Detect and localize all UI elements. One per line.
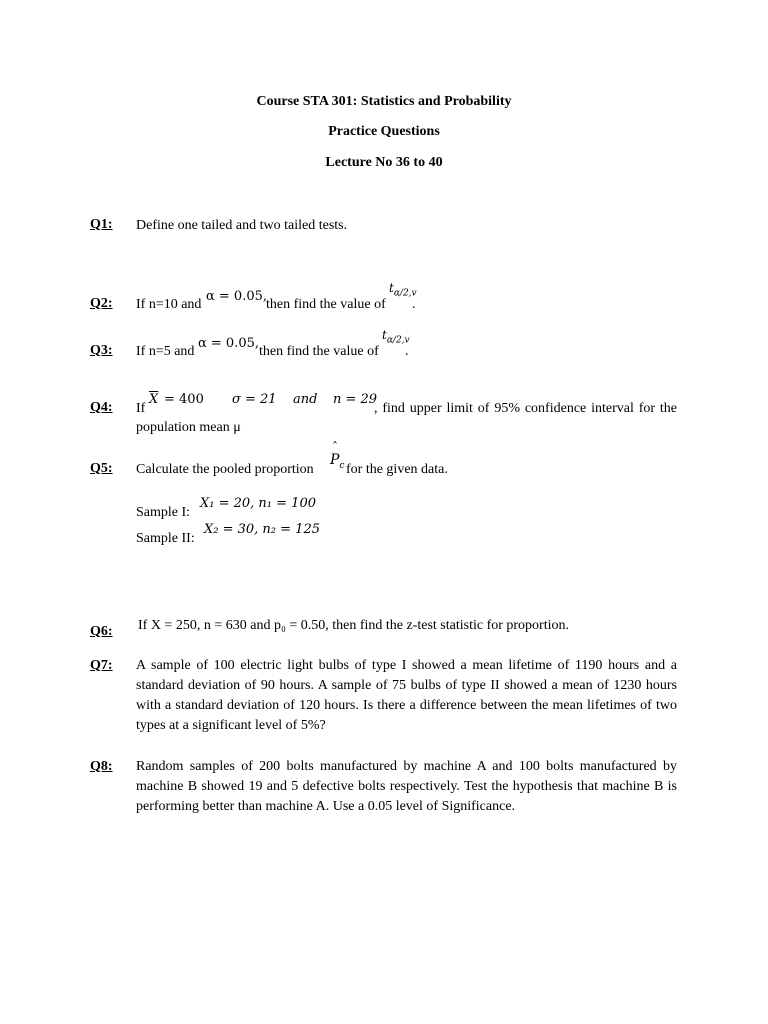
q3-t-statistic: $t_{\alpha/2,v}$ xyxy=(382,328,410,346)
question-text-q6: If X = 250, n = 630 and p₀ = 0.50, then find the z-test statistic for proportion. xyxy=(138,618,569,633)
sample-1-label: Sample I: xyxy=(136,505,191,520)
question-label-q3: Q3: xyxy=(90,343,113,358)
question-text-q5: Calculate the pooled proportion xyxy=(136,462,314,477)
q4-sigma-value: σ = 21 xyxy=(232,392,277,407)
sample-2-values: X₂ = 30, n₂ = 125 xyxy=(204,522,320,537)
lecture-range: Lecture No 36 to 40 xyxy=(325,155,443,170)
q3-alpha-value: α = 0.05, xyxy=(198,336,260,351)
sample-1-values: X₁ = 20, n₁ = 100 xyxy=(200,496,316,511)
q5-pooled-proportion-symbol: ˆ $P_c$ xyxy=(330,440,345,471)
question-label-q6: Q6: xyxy=(90,624,113,639)
question-text-q4-prefix: If xyxy=(136,401,146,416)
question-label-q5: Q5: xyxy=(90,461,113,476)
course-title: Course STA 301: Statistics and Probability xyxy=(256,94,512,109)
question-text-q1: Define one tailed and two tailed tests. xyxy=(136,218,348,233)
question-label-q8: Q8: xyxy=(90,759,113,774)
question-text-q3-prefix: If n=5 and xyxy=(136,344,195,359)
question-text-q3-suffix: then find the value of xyxy=(259,344,379,359)
sample-2-label: Sample II: xyxy=(136,531,195,546)
question-label-q2: Q2: xyxy=(90,296,113,311)
q4-and: and xyxy=(293,392,318,407)
question-label-q1: Q1: xyxy=(90,217,113,232)
document-subtitle: Practice Questions xyxy=(328,124,440,139)
q2-end: . xyxy=(412,297,416,312)
question-text-q7: A sample of 100 electric light bulbs of type I showed a mean lifetime of 1190 hours and a standard deviation of 90 hours. A sample of 75 bulbs of type II showed a mean of 1230 hours with a standard deviation of 120 hours. Is there a difference between the mean lifetimes of two types at a significant level of 5%? xyxy=(136,658,677,733)
q2-t-statistic: $t_{\alpha/2,v}$ xyxy=(389,281,417,299)
question-text-q4-line2: population mean μ xyxy=(136,420,241,435)
question-text-q4-suffix: , find upper limit of 95% confidence interval for the xyxy=(374,401,677,416)
question-label-q7: Q7: xyxy=(90,658,113,673)
question-text-q5-end: for the given data. xyxy=(346,462,448,477)
q2-alpha-value: α = 0.05, xyxy=(206,289,268,304)
q4-n-value: n = 29 xyxy=(333,392,378,407)
question-text-q2-prefix: If n=10 and xyxy=(136,297,202,312)
q4-sample-mean-value: = 400 xyxy=(164,392,204,407)
question-text-q2-suffix: then find the value of xyxy=(266,297,386,312)
q4-sample-mean-symbol: $\overline{X}$ xyxy=(149,392,159,407)
question-label-q4: Q4: xyxy=(90,400,113,415)
q3-end: . xyxy=(405,344,409,359)
question-text-q8: Random samples of 200 bolts manufactured by machine A and 100 bolts manufactured by machine B showed 19 and 5 defective bolts respectively. Test the hypothesis that machine B is performing better than machine A. Use a 0.05 level of Significance. xyxy=(136,759,677,814)
